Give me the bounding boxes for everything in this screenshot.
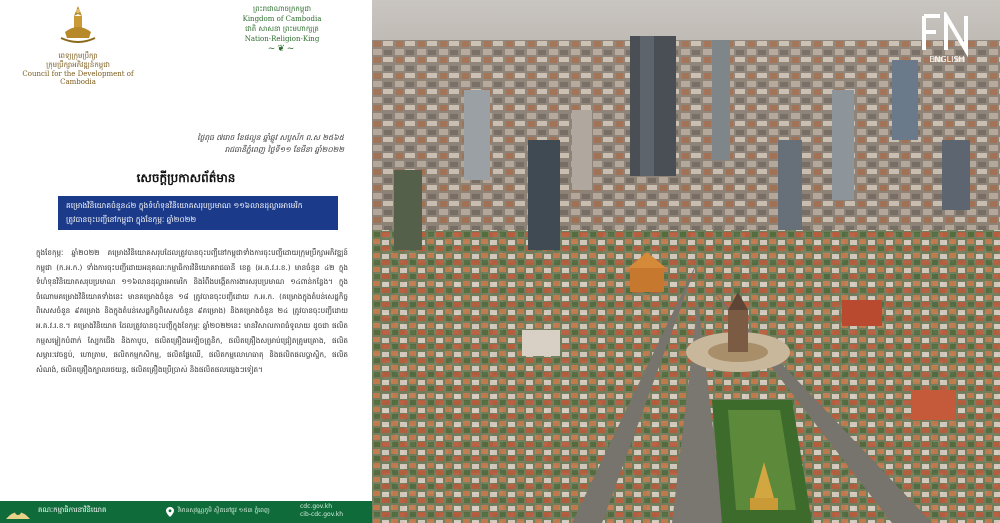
city-illustration <box>372 0 1000 523</box>
date-line-lunar: ថ្ងៃពុធ ៧រោច ខែផល្គុន ឆ្នាំឆ្លូវ សប្តស័ក ព.ស ២៥៦៥ <box>197 133 344 142</box>
motto-english: Nation-Religion-King <box>244 35 320 43</box>
highlight-line-2: ត្រូវបានចុះបញ្ជីនៅកម្ពុជា ក្នុងខែកុម្ភៈ ឆ្នាំ២០២២ <box>66 215 197 224</box>
location-pin-icon <box>166 507 174 517</box>
footer-bar <box>0 501 372 523</box>
document-title: សេចក្តីប្រកាសព័ត៌មាន <box>136 171 236 185</box>
body-paragraph: ក្នុងខែកុម្ភៈ ឆ្នាំ២០២២ គម្រោងវិនិយោគសរុបដែលត្រូវបានចុះបញ្ជីនៅកម្ពុជាទាំងការចុះបញ្ជីដោយក្រុមប្រឹក្សាអភិវឌ្ឍន៍កម្ពុជា (ក.អ.ក.) ទាំងការចុះបញ្ជីដោយអនុគណៈកម្មាធិការវិនិយោគរាជធានី ខេត្ត (អ.គ.វ.រ.ខ.) មានចំនួន ៤២ ក្នុងទំហំទុនវិនិយោគសរុបប្រមាណ ១១៦លានដុល្លារអាមេរិក និងរំពឹងបង្កើតការងារសរុបប្រមាណ ១៤ពាន់កន្លែង។ ក្នុងចំណោមគម្រោងវិនិយោគទាំងនេះ មានគម្រោងចំនួន ១៨ ត្រូវបានចុះបញ្ជីដោយ ក.អ.ក. (គម្រោងក្នុងតំបន់សេដ្ឋកិច្ចពិសេសចំនួន ៩គម្រោង និងក្នុងតំបន់សេដ្ឋកិច្ចពិសេសចំនួន ៩គម្រោង) និងគម្រោងចំនួន ២៤ ត្រូវបានចុះបញ្ជីដោយ អ.គ.វ.រ.ខ.។ គម្រោងវិនិយោគ ដែលត្រូវបានចុះបញ្ជីក្នុងខែកុម្ភៈ ឆ្នាំ២០២២នេះ មានវិសាលភាពធំទូលាយ ដូចជា ផលិតកម្មសម្លៀកបំពាក់ ស្បែកជើង និងកាបូប, ផលិតគ្រឿងអេឡិចត្រូនិក, ផលិតគ្រឿងសម្រាប់ជ្រៀតគ្រូមគ្រោង, ផលិតសម្ភារៈវេចខ្ចប់, ហោត្រាម, ផលិតកម្មកសិកម្ម, ផលិតផ្លែឈើ, ផលិតកម្មលោហធាតុ និងផលិតផលប្លាស្ទិក, ផលិតសំណង់, ផលិតគ្រឿងក្បាលរថយន្ត, ផលិតគ្រឿងប្រើប្រាស់ និងផលិតផលផ្សេងៗទៀត។ <box>36 248 348 374</box>
fresh-news-logo-icon <box>920 12 974 64</box>
council-khmer-line-2: ក្រុមប្រឹក្សាអភិវឌ្ឍន៍កម្ពុជា <box>46 61 110 69</box>
kingdom-header <box>222 4 342 54</box>
footer-websites <box>300 503 343 519</box>
council-khmer-line-1: ពេទ្យក្រុមប្រឹក្សា <box>58 52 98 60</box>
ornament-divider-icon: ~❦~ <box>267 44 297 54</box>
aerial-city-photo <box>372 0 1000 523</box>
footer-website-1[interactable]: cdc.gov.kh <box>300 503 333 510</box>
cdc-footer-logo-icon <box>4 503 32 521</box>
motto-khmer: ជាតិ សាសនា ព្រះមហាក្សត្រ <box>245 25 319 33</box>
highlight-line-1: គម្រោងវិនិយោគចំនួន៤២ ក្នុងទំហំទុនវិនិយោគសរុបប្រមាណ ១១៦លានដុល្លារអាមេរិក <box>66 201 303 210</box>
kingdom-english: Kingdom of Cambodia <box>242 15 322 23</box>
footer-website-2[interactable]: cib-cdc.gov.kh <box>300 511 344 518</box>
date-block <box>197 132 344 156</box>
date-line-solar: រាជធានីភ្នំពេញ ថ្ងៃទី១១ ខែមីនា ឆ្នាំ២០២២ <box>224 145 344 154</box>
kingdom-khmer: ព្រះរាជាណាចក្រកម្ពុជា <box>252 5 311 13</box>
council-english-name: Council for the Development of Cambodia <box>22 70 134 86</box>
cdc-emblem-icon <box>55 2 101 48</box>
highlight-box <box>58 196 338 230</box>
footer-org: គណៈកម្មាធិការនាវិនិយោគ <box>38 506 107 514</box>
cdc-header <box>8 2 148 86</box>
press-release-document <box>0 0 372 523</box>
logo-label: ENGLISH <box>929 55 965 64</box>
footer-address: វិមានសុវណ្ណភូមិ ស្ថិតនៅផ្លូវ ១៥៣ ភ្នំពេញ <box>178 507 270 514</box>
